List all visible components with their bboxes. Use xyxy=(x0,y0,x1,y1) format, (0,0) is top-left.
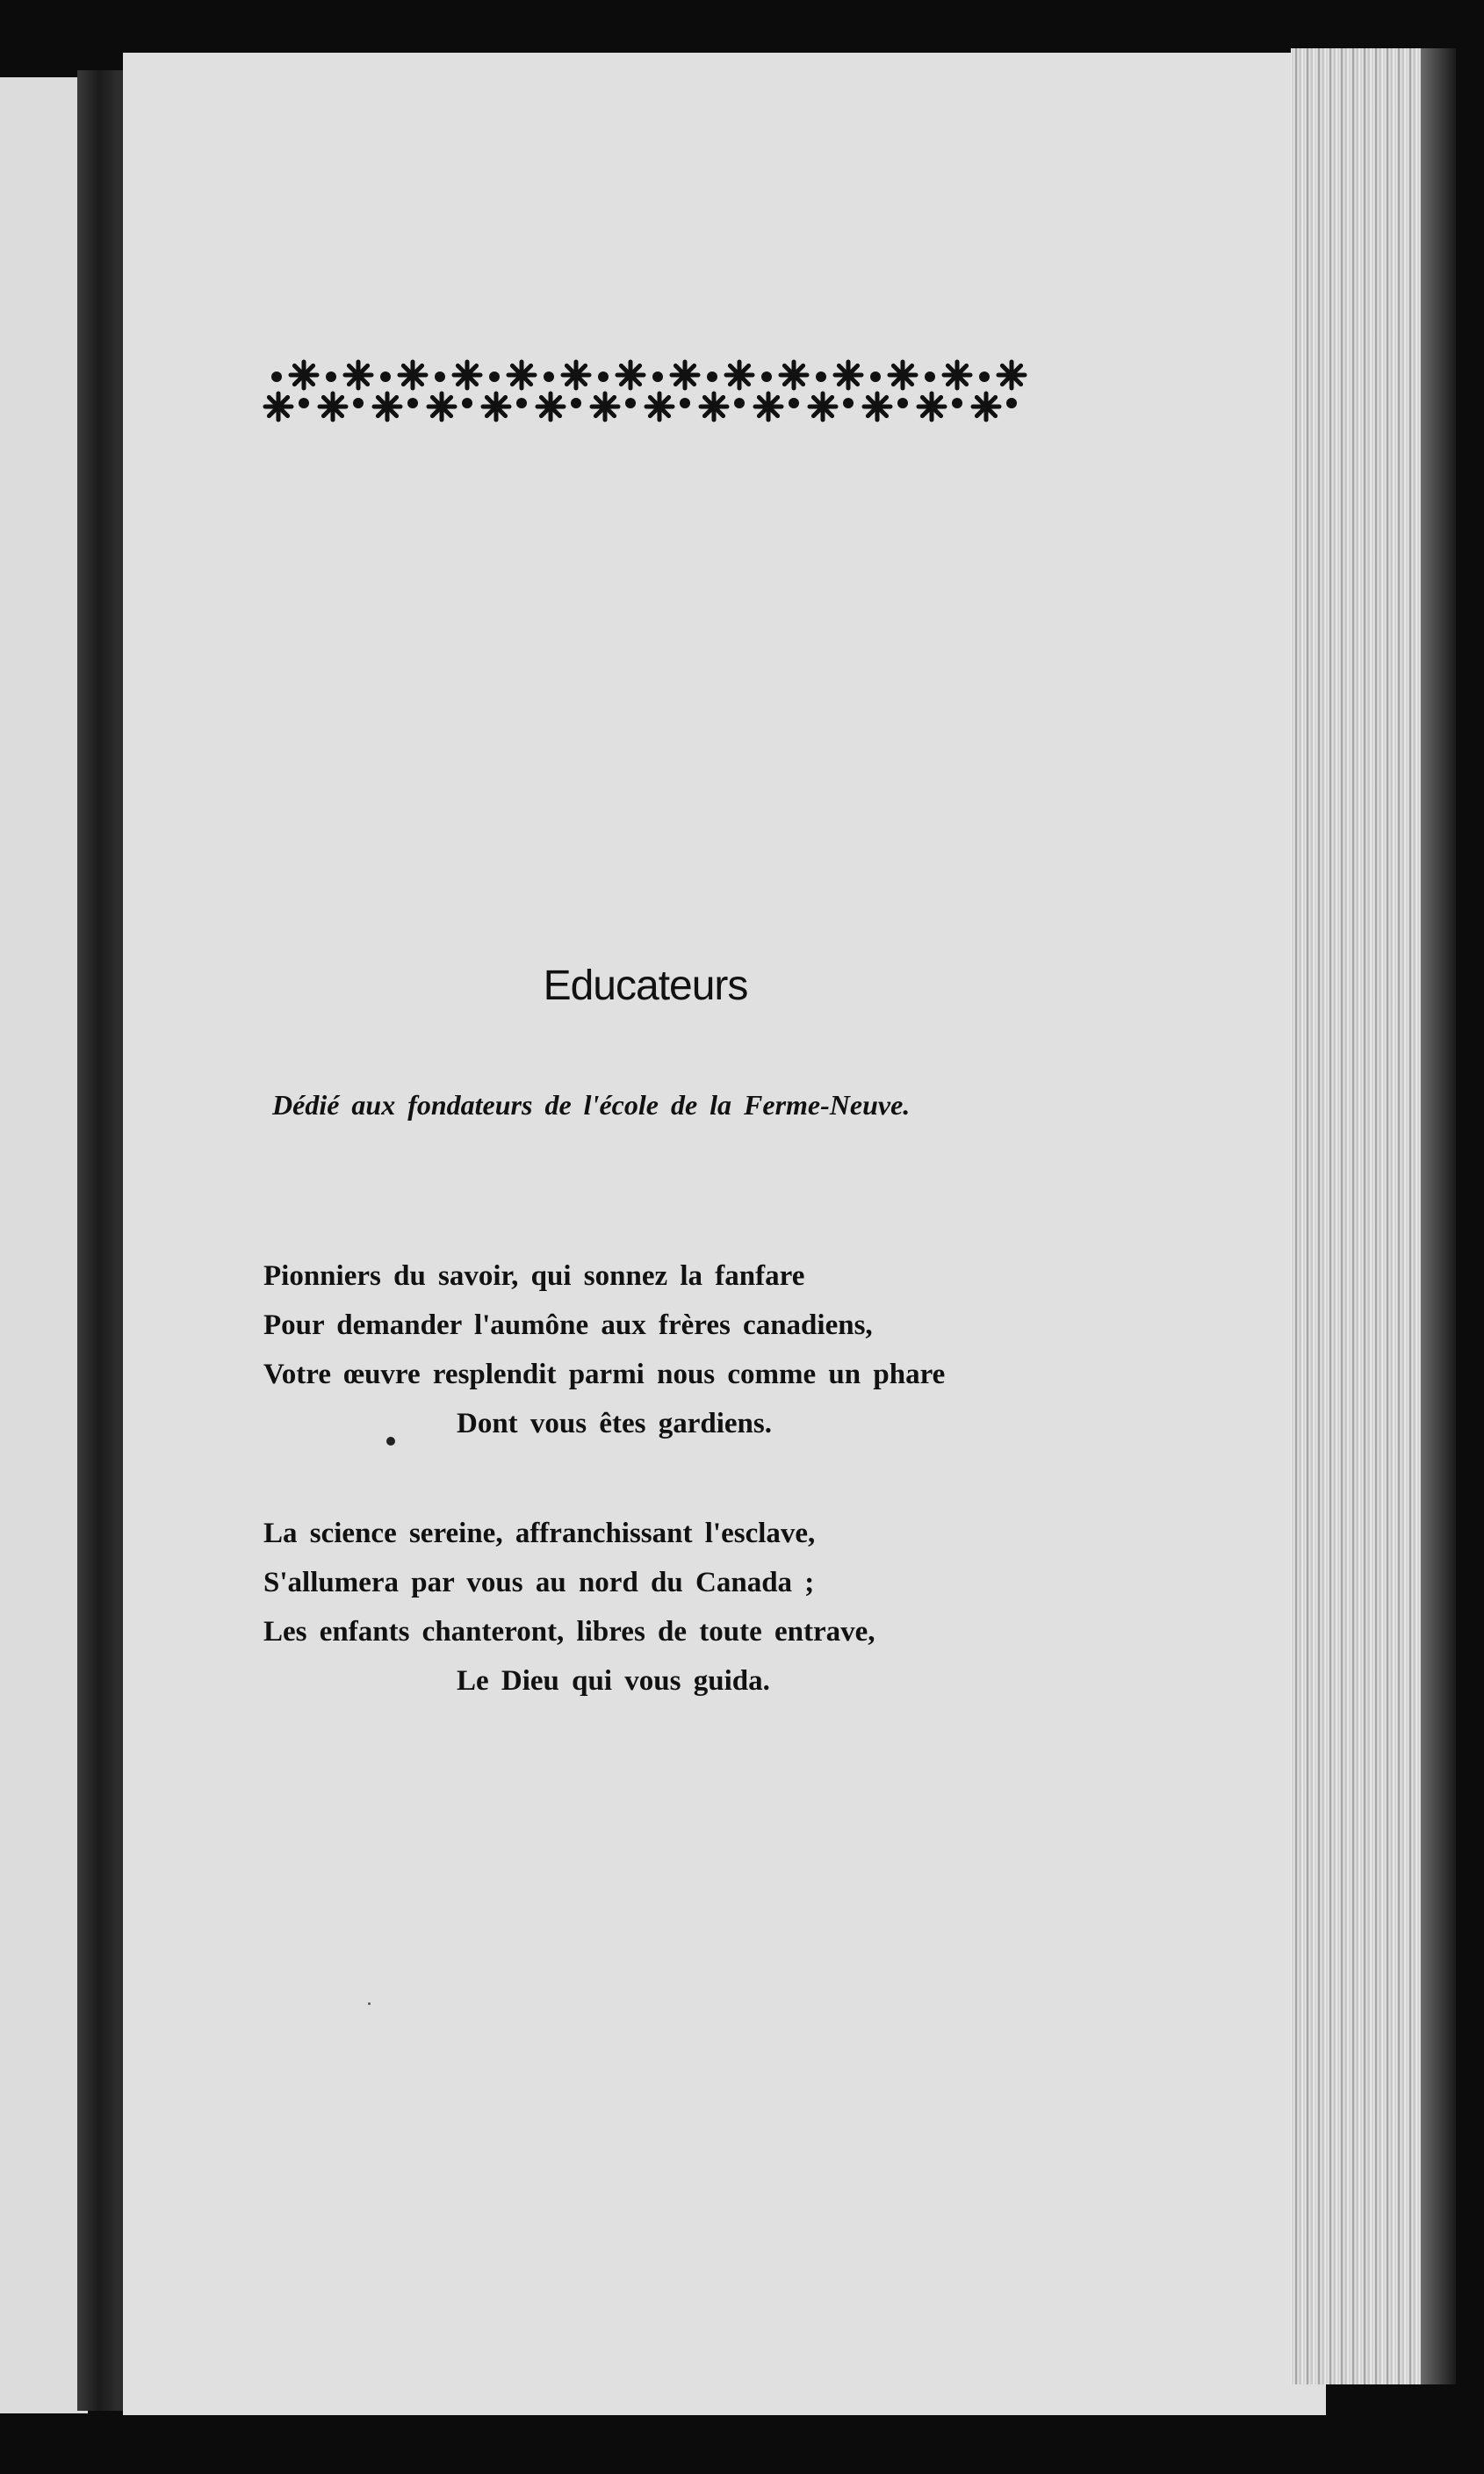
verse-line: Les enfants chanteront, libres de toute entrave, xyxy=(263,1616,875,1648)
stanza-2 xyxy=(263,1509,1106,1706)
dot-glyph xyxy=(979,371,990,382)
asterisk-glyph xyxy=(400,362,426,388)
dot-glyph xyxy=(299,398,309,408)
left-page-leaf xyxy=(0,77,88,2413)
dot-glyph xyxy=(271,371,282,382)
asterisk-glyph xyxy=(973,393,999,420)
verse-line: Dont vous êtes gardiens. xyxy=(457,1408,773,1439)
dot-glyph xyxy=(353,398,364,408)
verse-line: La science sereine, affranchissant l'esclave, xyxy=(263,1518,816,1549)
poem-title: Educateurs xyxy=(543,963,748,1009)
dot-glyph xyxy=(789,398,799,408)
dot-glyph xyxy=(925,371,935,382)
asterisk-glyph xyxy=(944,362,970,388)
dot-glyph xyxy=(897,398,908,408)
asterisk-glyph xyxy=(345,362,371,388)
dot-glyph xyxy=(407,398,418,408)
asterisk-dot-border-icon xyxy=(259,356,1036,430)
dot-glyph xyxy=(1006,398,1017,408)
asterisk-glyph xyxy=(672,362,698,388)
asterisk-glyph xyxy=(429,393,455,420)
asterisk-glyph xyxy=(592,393,618,420)
verse-line: Pionniers du savoir, qui sonnez la fanfare xyxy=(263,1260,805,1292)
asterisk-glyph xyxy=(508,362,535,388)
verse-line: Votre œuvre resplendit parmi nous comme un phare xyxy=(263,1359,946,1390)
asterisk-glyph xyxy=(265,393,292,420)
asterisk-glyph xyxy=(835,362,861,388)
asterisk-glyph xyxy=(701,393,727,420)
dot-glyph xyxy=(598,371,609,382)
dot-glyph xyxy=(625,398,636,408)
stanza-1 xyxy=(263,1251,1106,1448)
page-edges xyxy=(1291,48,1423,2384)
asterisk-glyph xyxy=(998,362,1025,388)
dot-glyph xyxy=(680,398,690,408)
asterisk-glyph xyxy=(374,393,400,420)
dot-glyph xyxy=(816,371,826,382)
asterisk-glyph xyxy=(810,393,836,420)
verse-line: Pour demander l'aumône aux frères canadiens, xyxy=(263,1309,873,1341)
dot-glyph xyxy=(652,371,663,382)
asterisk-glyph xyxy=(890,362,916,388)
asterisk-glyph xyxy=(563,362,589,388)
ink-speck xyxy=(368,2002,371,2005)
asterisk-glyph xyxy=(918,393,945,420)
dot-glyph xyxy=(489,371,500,382)
asterisk-glyph xyxy=(483,393,509,420)
dot-glyph xyxy=(516,398,527,408)
dot-glyph xyxy=(761,371,772,382)
dot-glyph xyxy=(544,371,554,382)
asterisk-glyph xyxy=(537,393,564,420)
dot-glyph xyxy=(571,398,581,408)
asterisk-glyph xyxy=(781,362,807,388)
asterisk-glyph xyxy=(320,393,346,420)
book-cover-edge xyxy=(1421,48,1456,2384)
dot-glyph xyxy=(326,371,336,382)
dot-glyph xyxy=(843,398,854,408)
verse-line: S'allumera par vous au nord du Canada ; xyxy=(263,1567,815,1598)
asterisk-glyph xyxy=(454,362,480,388)
dot-glyph xyxy=(435,371,445,382)
dot-glyph xyxy=(952,398,962,408)
dot-glyph xyxy=(734,398,745,408)
asterisk-glyph xyxy=(646,393,673,420)
dot-glyph xyxy=(707,371,717,382)
verse-line: Le Dieu qui vous guida. xyxy=(457,1665,770,1697)
dot-glyph xyxy=(870,371,881,382)
asterisk-glyph xyxy=(617,362,644,388)
asterisk-glyph xyxy=(755,393,782,420)
dedication-line: Dédié aux fondateurs de l'école de la Ferme-Neuve. xyxy=(272,1089,911,1121)
asterisk-glyph xyxy=(726,362,753,388)
asterisk-glyph xyxy=(291,362,317,388)
asterisk-glyph xyxy=(864,393,890,420)
dot-glyph xyxy=(380,371,391,382)
dot-glyph xyxy=(462,398,472,408)
ink-dot xyxy=(386,1437,395,1446)
